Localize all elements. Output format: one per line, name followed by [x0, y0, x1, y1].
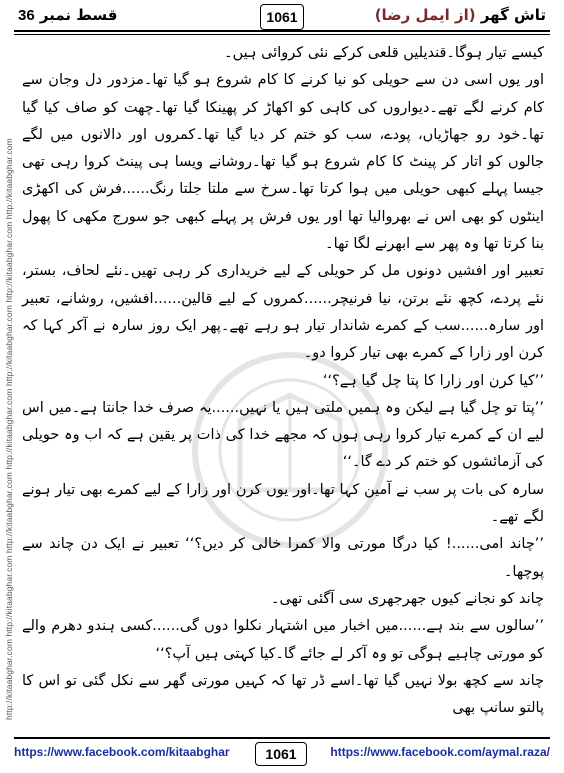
paragraph: تعبیر اور افشیں دونوں مل کر حویلی کے لیے خریداری کر رہی تھیں۔نئے لحاف، بستر، نئے پردے، کچھ نئے برتن، نیا فرنیچر......کمروں کے لیے قالین......افشیں، روشانے، تعبیر اور سارہ......سب کے کمرے شاندار تیار ہو رہے تھے۔پھر ایک روز سارہ نے آکر کہا کہ کرن اور زارا کے کمرے بھی تیار کروا دو۔: [22, 263, 544, 362]
story-text: [22, 40, 544, 722]
book-title-text: تاش گھر: [480, 6, 546, 24]
footer-rule: [14, 737, 550, 739]
paragraph: ’’کیا کرن اور زارا کا پتا چل گیا ہے؟‘‘: [322, 372, 544, 389]
book-title: [375, 6, 546, 24]
header-page-number: 1061: [260, 4, 304, 30]
episode-label-text: قسط نمبر: [39, 6, 118, 24]
footer-page-number: 1061: [255, 742, 307, 766]
author-name: (از ایمل رضا): [374, 6, 476, 24]
paragraph: چاند سے کچھ بولا نہیں گیا تھا۔اسے ڈر تھا کہ کہیں مورتی گھر سے نکل گئی تو اس کا پالتو سانپ بھی: [22, 672, 544, 717]
episode-label: [18, 6, 117, 24]
paragraph: ’’سالوں سے بند ہے......میں اخبار میں اشتہار نکلوا دوں گی......کسی ہندو دھرم والے کو مورتی چاہیے ہوگی تو وہ آکر لے جائے گا۔کیا کہتی ہیں آپ؟‘‘: [22, 618, 544, 662]
side-watermark-url: http://kitaabghar.com http://kitaabghar.com http://kitaabghar.com http://kitaabghar.com http://kitaabghar.com http://kitaabghar.com http://kitaabghar.com: [4, 138, 14, 720]
header-rule-thin: [14, 34, 550, 35]
author-facebook-link[interactable]: https://www.facebook.com/aymal.raza/: [330, 745, 550, 759]
paragraph: اور یوں اسی دن سے حویلی کو نیا کرنے کا کام شروع ہو گیا تھا۔مزدور دل وجان سے کام کرنے لگے تھے۔دیواروں کی کاہی کو اکھاڑ کر پھینکا گیا تھا۔چھت کو صاف کیا گیا تھا۔خود رو جھاڑیاں، پودے، سب کو ختم کر دیا گیا تھا۔کمروں اور دالانوں میں لگے جالوں کو اتار کر پینٹ کا کام شروع ہو گیا تھا۔روشانے ویسا ہی پینٹ کروا رہی تھی جیسا پہلے کبھی حویلی میں ہوا کرتا تھا۔سرخ سے ملتا جلتا رنگ......فرش کی اکھڑی اینٹوں کو بھی اس نے بھروالیا تھا اور یوں فرش پر پہلے کبھی جو سورج مکھی کا پھول بنا کرتا تھا وہ پھر سے ابھرنے لگا تھا۔: [22, 72, 544, 253]
paragraph: سارہ کی بات پر سب نے آمین کہا تھا۔اور یوں کرن اور زارا کے لیے کمرے بھی تیار ہونے لگے تھے۔: [22, 481, 544, 526]
paragraph: ’’چاند امی......! کیا درگا مورتی والا کمرا خالی کر دیں؟‘‘ تعبیر نے ایک دن چاند سے پوچھا۔: [22, 536, 544, 580]
paragraph: ’’پتا تو چل گیا ہے لیکن وہ ہمیں ملتی ہیں یا نہیں......یہ صرف خدا جانتا ہے۔میں اس لیے ان کے کمرے تیار کروا رہی ہوں کہ مجھے خدا کی ذات پر یقین ہے کہ اب وہ حویلی کی آزمائشوں کو ختم کر دے گا۔‘‘: [22, 399, 544, 471]
header-rule-thick: [14, 30, 550, 32]
episode-number: 36: [18, 7, 35, 24]
kitaabghar-facebook-link[interactable]: https://www.facebook.com/kitaabghar: [14, 745, 230, 759]
paragraph: چاند کو نجانے کیوں جھرجھری سی آگئی تھی۔: [270, 590, 544, 607]
paragraph: کیسے تیار ہوگا۔قندیلیں قلعی کرکے نئی کروائی ہیں۔: [224, 45, 544, 61]
